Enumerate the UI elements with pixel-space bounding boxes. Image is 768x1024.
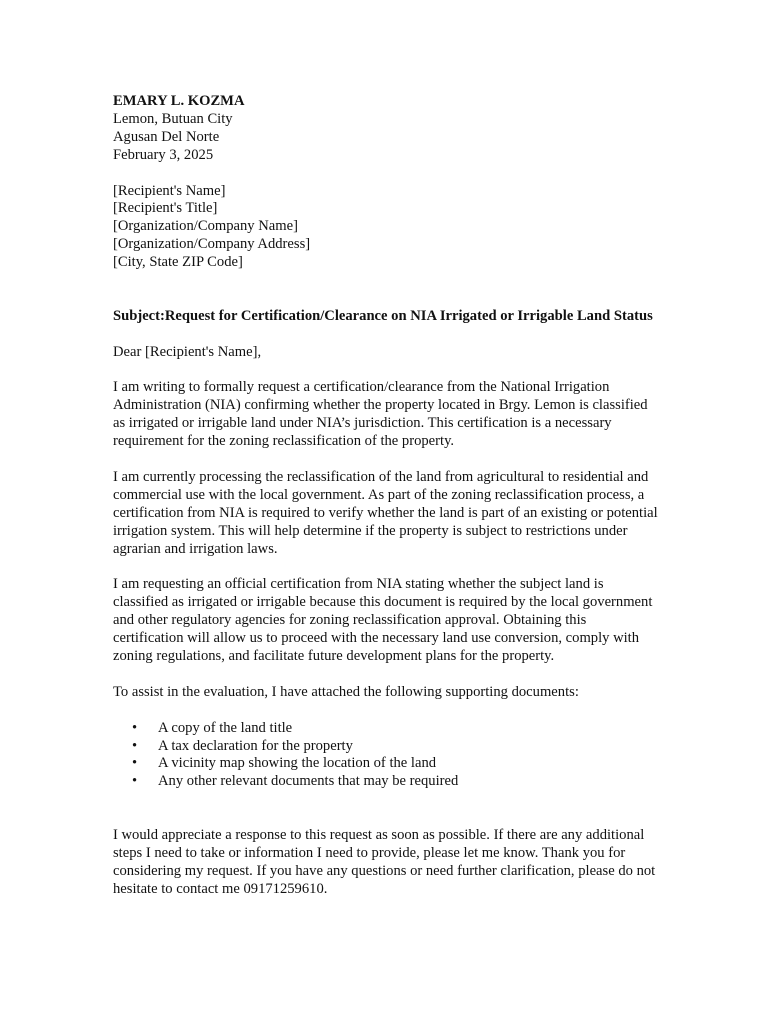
body-paragraph-3: I am requesting an official certification from NIA stating whether the subject land is classified as irrigated or irrigable because this document is required by the local government and other regulatory agencies for zoning reclassification approval. Obtaining this certification will allow us to proceed with the necessary land use conversion, comply with zoning regulations, and facilitate future development plans for the property. (113, 576, 653, 664)
letter-page (113, 93, 658, 899)
letter-subject: Subject:Request for Certification/Clearance on NIA Irrigated or Irrigable Land Status (113, 307, 653, 324)
list-item (113, 755, 658, 773)
attachment-label: A copy of the land title (158, 719, 293, 736)
attachment-label: A vicinity map showing the location of the land (158, 755, 437, 772)
closing-paragraph: I would appreciate a response to this request as soon as possible. If there are any additional steps I need to take or information I need to provide, please let me know. Thank you for considering my request. If you have any questions or need further clarification, please do not hesitate to contact me 09171259610. (113, 827, 656, 897)
attachment-label: Any other relevant documents that may be required (158, 773, 459, 790)
attachment-label: A tax declaration for the property (158, 737, 353, 754)
list-item (113, 773, 658, 791)
recipient-address: [Organization/Company Address] (113, 236, 311, 253)
sender-block (113, 93, 658, 165)
letter-date: February 3, 2025 (113, 146, 214, 163)
list-item (113, 720, 658, 738)
sender-address-line2: Agusan Del Norte (113, 128, 220, 145)
bullet-icon: • (132, 737, 138, 754)
list-item (113, 738, 658, 756)
body-paragraph-1: I am writing to formally request a certification/clearance from the National Irrigation Administration (NIA) confirming whether the property located in Brgy. Lemon is classified as irrigated or irrigable land under NIA’s jurisdiction. This certification is a necessary requirement for the zoning reclassification of the property. (113, 379, 648, 450)
bullet-icon: • (132, 773, 138, 790)
recipient-block (113, 183, 658, 273)
attachments-list (113, 720, 658, 792)
sender-address-line1: Lemon, Butuan City (113, 110, 233, 127)
body-paragraph-2: I am currently processing the reclassification of the land from agricultural to residential and commercial use with the local government. As part of the zoning reclassification process, a certification from NIA is required to verify whether the land is part of an existing or potential irrigation system. This will help determine if the property is subject to restrictions under agrarian and irrigation laws. (113, 468, 658, 557)
recipient-title: [Recipient's Title] (113, 200, 218, 217)
recipient-city-state-zip: [City, State ZIP Code] (113, 254, 243, 271)
bullet-icon: • (132, 755, 138, 772)
salutation: Dear [Recipient's Name], (113, 343, 262, 360)
bullet-icon: • (132, 719, 138, 736)
body-paragraph-4: To assist in the evaluation, I have attached the following supporting documents: (113, 683, 579, 700)
sender-name: EMARY L. KOZMA (113, 93, 245, 109)
recipient-name: [Recipient's Name] (113, 182, 226, 199)
recipient-organization: [Organization/Company Name] (113, 218, 298, 235)
